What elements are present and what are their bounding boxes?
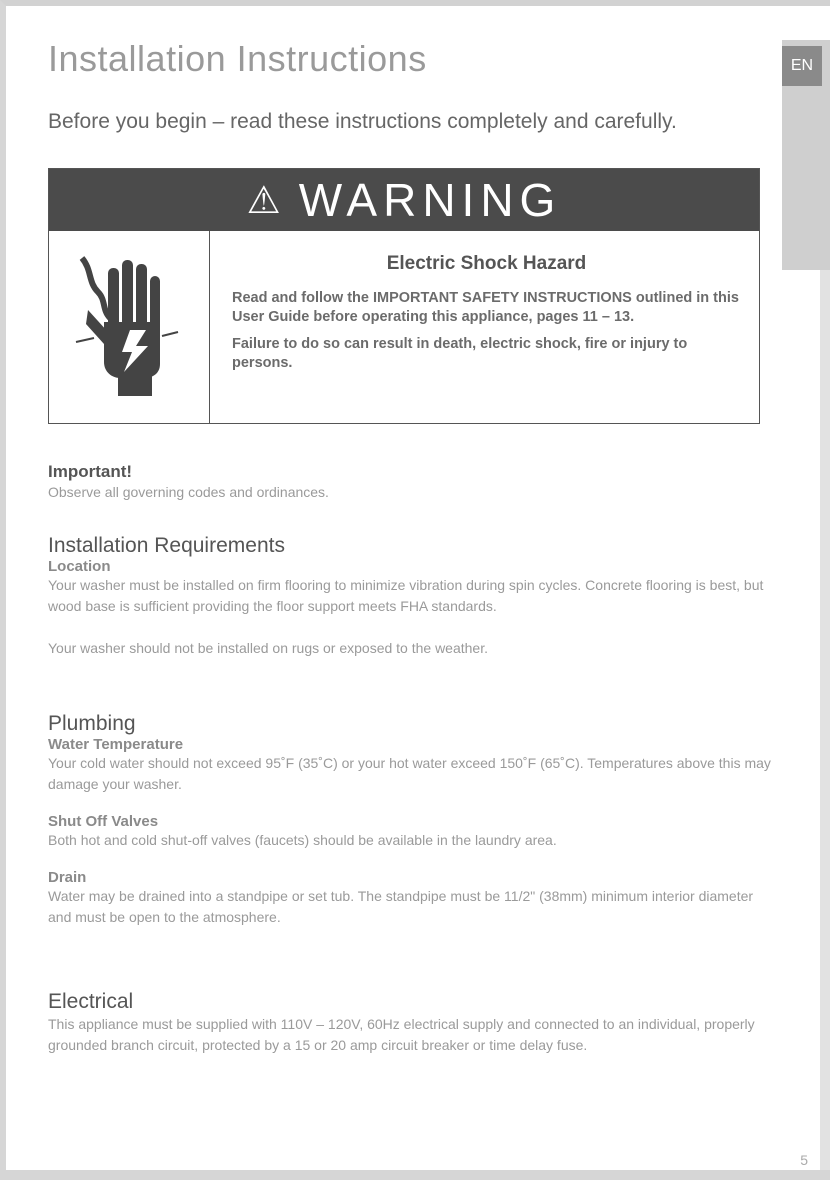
language-label: EN (782, 46, 822, 86)
electrical-heading: Electrical (48, 990, 134, 1013)
shut-off-valves-heading: Shut Off Valves (48, 813, 159, 830)
warning-instruction: Read and follow the IMPORTANT SAFETY INSTRUCTIONS outlined in this User Guide before operating this appliance, pages 11 – 13. (232, 290, 739, 325)
important-section (48, 462, 778, 503)
drain-text: Water may be drained into a standpipe or set tub. The standpipe must be 11/2" (38mm) minimum interior diameter and must be open to the atmosphere. (48, 888, 754, 925)
shock-hand-cell (49, 231, 210, 423)
hazard-title: Electric Shock Hazard (386, 253, 587, 274)
warning-body (49, 231, 759, 423)
shut-off-valves-text: Both hot and cold shut-off valves (faucets) should be available in the laundry area. (48, 832, 557, 848)
plumbing-section (48, 712, 778, 928)
warning-box (48, 168, 760, 424)
warning-triangle-icon: ⚠ (246, 179, 287, 222)
location-weather-text: Your washer should not be installed on rugs or exposed to the weather. (48, 640, 488, 656)
installation-requirements-section (48, 534, 778, 659)
page-number: 5 (800, 1152, 808, 1168)
drain-heading: Drain (48, 869, 87, 886)
page-title: Installation Instructions (48, 38, 427, 79)
language-tab (782, 40, 830, 270)
installation-requirements-heading: Installation Requirements (48, 534, 285, 557)
plumbing-heading: Plumbing (48, 712, 136, 735)
electric-shock-hand-icon (74, 252, 184, 402)
water-temperature-text: Your cold water should not exceed 95˚F (35˚C) or your hot water exceed 150˚F (65˚C). Temperatures above this may damage your washer. (48, 755, 771, 792)
important-heading: Important! (48, 462, 133, 481)
intro-text: Before you begin – read these instructions completely and carefully. (48, 110, 677, 133)
warning-text (210, 231, 759, 423)
warning-heading: WARNING (298, 174, 562, 226)
warning-header (49, 169, 759, 231)
right-rail (820, 270, 830, 1170)
electrical-text: This appliance must be supplied with 110V – 120V, 60Hz electrical supply and connected to an individual, properly grounded branch circuit, protected by a 15 or 20 amp circuit breaker or time delay fuse. (48, 1016, 755, 1053)
location-heading: Location (48, 558, 111, 575)
location-text: Your washer must be installed on firm flooring to minimize vibration during spin cycles. Concrete flooring is best, but wood base is sufficient providing the floor support meets FHA standards. (48, 577, 764, 614)
electrical-section (48, 990, 778, 1056)
important-text: Observe all governing codes and ordinances. (48, 484, 329, 500)
water-temperature-heading: Water Temperature (48, 736, 184, 753)
warning-consequence: Failure to do so can result in death, electric shock, fire or injury to persons. (232, 336, 688, 371)
